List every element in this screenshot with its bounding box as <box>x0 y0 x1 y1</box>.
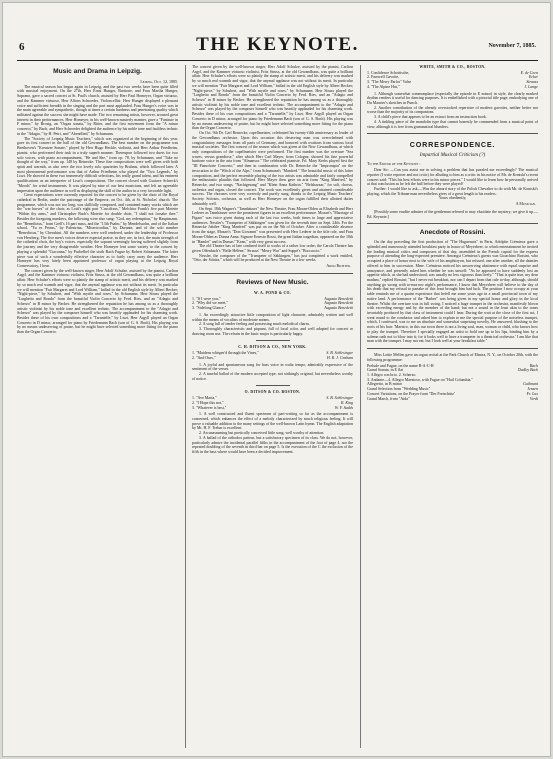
programme-entry <box>367 397 538 402</box>
article-dateline: Leipzig, Oct. 12, 1885. <box>140 79 178 84</box>
article-signature: Arno Richter. <box>326 263 351 269</box>
piece-list <box>192 297 353 311</box>
programme-title: Allegretto, in B minor <box>367 382 402 387</box>
programme-composer: Guilmant <box>523 382 538 387</box>
anecdote-paragraph: On the day preceding the first production of "The Huguenots" in Paris, Adolphe Crémieux gave a splendid and numerously attended breakfast party in honor of Meyerbeer, to which entertainment he invited the leading musical critics and composers of that day, assembled in the French capital for the express purpose of attending the long-expected premiere. Amongst Crémieux's guests was Gioachino Rossini, who occupied a place of honor next to the wife of his amphitryon, but refused, one after another, all the dainties offered to him in succession. Mme. Crémieux noticed his unswerving abstinence with equal surprise and annoyance, and presently asked him whether he was unwell: "As he appeared to have suddenly lost an appetite which, as she had understood, was usually no less vigorous than lively." "That is quite true, my dear madam," replied Rossini; "but I never eat breakfast, nor can I depart from that rule to-day, although, should anything go wrong with to-morrow night's performance, I know that Meyerbeer will believe to the day of his death that my refusal to partake of this feast brought him bad luck. The position I now occupy at your table reminds me of a quaint experience that befell me some years ago in a small provincial town of my native land. A performance of the "Barber" was being given in my special honor and glory in the local theatre. Whilst the overture was in full swing, I noticed a huge trumpet in the orchestra, manifestly blown with exceeding energy and by the member of the band; but not a sound in the least akin to the tones invariably produced by that class of instrument could I hear. During the wait at the close of the first act, I went round to the conductor and asked him to explain to me the special purpose of the noiseless trumpet, which, I confessed, was to me an absolute and somewhat surprising novelty. He answered, blushing to the roots of his hair: 'Maestro, in this our town there is not a living soul, man, woman or child, who knows how to play the trumpet. Therefore I specially engaged an artist to hold one up to his lips, binding him by a solemn oath not to blow into it; for it looks well to have a trumpeter in a theatrical orchestra.' I am like that man with the trumpet. I may not eat; but I look well at your breakfast table." <box>367 239 538 344</box>
reviews-heading: Reviews of New Music. <box>236 278 309 286</box>
piece-composer: Augusto Benedetti <box>324 296 353 301</box>
piece-title: 3. "Sidelong Glance," <box>192 306 227 311</box>
letter-paragraph: Dear Sir: —Can you assist me in solving a problem that has puzzled me exceedingly? The musical reporter (I write reporter and not critic) for alluding to him as a critic in his notice of Mr. de Kontski's recent concert said: "This his best efforts were in his minor pieces." I would like to learn how he personally arrived at that conclusion as he left the hall before they were played? <box>367 167 538 187</box>
piece-composer: Strauss <box>526 80 538 85</box>
article-paragraph: The musical season has begun again in Leipzig, and the past two weeks have been quite filled with musical enjoyment. On the 27th, Herr Ernst Hunger, Baritone, and Frau Martha Hunger, Soprano, gave a sacred concert at St. Paul's church, assisted by Herr Paul Homeyer, Organ virtuoso, and the Kammer virtuoso, Herr Alfons Schroeder, Violoncellist. Herr Hunger displayed a pleasant voice and sufficient breadth in the singing and the part most applauded. Frau Hunger's voice was in the main agreeable and sympathetic, though at times a certain hardness and penetrating quality which militated against the success she might have made. The two remaining artists, however, aroused great interest in their performances. Herr Homeyer, in his well-known masterly manner, gave a "Fantasie in F minor," by Brosig, an "Organ sonata," by Ritter, and the first movement from the "A minor concerto," by Bach, and Herr Schroeder delighted the audience by his noble tone and faultless technic in the "Adagio," by H. Petri, and "Abendlied," by Schumann. <box>17 83 178 136</box>
letter-salutation: To the Editor of the Keynote : <box>367 161 421 167</box>
article-paragraph: The "Society of Leipzig Music Teachers," which was organized at the beginning of this year, gave its first concert in the hall of the old Gewandhaus. The best number on the programme was Beethoven's "Kreutzer Sonate," played by Herr Hugo Heckle, violinist, and Herr Arthur Friedheim, pianist, who performed their task in a truly superb manner. Thereupon followed two duets for two solo voices, with piano accompaniment, "He and She," from op. 78, by Schumann, and "Take no thought of the way," from op. 148 by Reinecke. These fine compositions were well given with both spirit and warmth, as also were the two lovely solo quartettes by Brahms, which followed later. A most phenomenal performance was that of Arthur Friedheim who played the "Two Legends," by Liszt. He showed in these two immensely difficult selections, his really grand talent, and his eminent qualifications as an interpreter of Liszt's compositions. The concert closed with Gustave Schreck's "Moods" for wind instruments. It was played by nine of our best musicians, and left an agreeable impression upon the audience as well as displaying the skill of the author in a very favorable light. <box>17 135 178 193</box>
article-paragraph: Nessler, the composer of the "Trumpeter of Säkkingen," has just completed a work entitled, "Otto, der Schütz," which will be produced at the New Theatre in a few weeks. <box>192 252 353 263</box>
recital-programme <box>367 364 538 402</box>
anecdote-heading: Anecdote of Rossini. <box>419 229 486 237</box>
review-note: 3. A child's piece that appears to be an extract from an instruction book. <box>374 114 487 120</box>
piece-title: 3. "Whatever is best," <box>192 405 227 410</box>
section-rule <box>367 133 538 134</box>
letter-paragraph: Further: I would like to ask,—Was the absurd story of the Polish Chevalier to do with Mr. de Kontski's playing, which the Tribune man nevertheless gives of a great length to his readers. <box>367 185 538 196</box>
publisher-name: C. H. DITSON & CO., NEW YORK. <box>238 345 307 350</box>
piece-title: 2. "Why did we meet," <box>192 301 229 306</box>
piece-composer: H. R. J. Graham <box>326 355 353 360</box>
piece-composer: J. Lange <box>524 84 538 89</box>
piece-composer: R. King <box>340 400 353 405</box>
article-paragraph: The concert given by the well-known singer, Herr Adolf Schulze, assisted by the pianist, Carlton Argyl, and the Kammer virtuoso violinist, Fritz Struss, at the old Gewandhaus, was quite a brilliant affair. Herr Schulze's efforts were so plainly the stamp of artistic merit, and his delivery was marked by so much real warmth and vigor, that the anymal applause was not without its merit. In particular we will mention "Fair Margaret and Lord William," ballad in the old English style by Albert Becker; "Night-piece," by Schubert, and "With myrtle and roses," by Schumann. Herr Struss played the "Larghetto and Rondo" from the beautiful Violin Concerto by Ferd. Ries, and an "Adagio and Scherzo" in B minor by Becker. He strengthened the reputation he has among us as a thoroughly artistic violinist by his noble tone and excellent technic. The accompaniment to the "Adagio and Scherzo" was played by the composer himself who was heartily applauded for his charming work. Besides these of his own compositions and a "Tarantelle," by Liszt, Herr Argyll played an Organ Concerto in D minor, arranged for piano by Friedemann Bach (son of G. S. Bach). His playing was by no means undeserving of praise, but he might have selected something more fitting for the piano than the Organ Concerto. <box>17 267 178 335</box>
programme-title: Grand March, from "Aida" <box>367 396 410 401</box>
programme-composer: Bach <box>529 363 538 368</box>
review-note: 2. Another contribution of the already overstocked repertoire of modern gavottes, neither better nor worse than the majority of its companions. <box>367 104 538 115</box>
piece-title: 1. Confidence Schottische, <box>367 70 410 75</box>
correspondence-heading: CORRESPONDENCE. <box>409 140 496 150</box>
letter-signoff: Yours obediently, <box>438 195 467 201</box>
letter-signature: A Musician. <box>515 201 536 207</box>
column-divider <box>360 65 361 748</box>
piece-composer: Augusto Benedetti <box>324 306 353 311</box>
page-number: 6 <box>19 41 25 53</box>
article-paragraph-continued: The concert given by the well-known singer, Herr Adolf Schulze, assisted by the pianist, Carlton Argyl, and the Kammer virtuoso violinist, Fritz Struss, at the old Gewandhaus, was quite a brilliant affair. Herr Schulze's efforts were so plainly the stamp of artistic merit, and his delivery was marked by so much real warmth and vigor, that the anymal applause was not without its merit. In particular we will mention "Fair Margaret and Lord William," ballad in the old English style by Albert Becker; "Night-piece," by Schubert, and "With myrtle and roses," by Schumann. Herr Struss played the "Larghetto and Rondo" from the beautiful Violin Concerto by Ferd. Ries, and an "Adagio and Scherzo" in B minor by Becker. He strengthened the reputation he has among us as a thoroughly artistic violinist by his noble tone and excellent technic. The accompaniment to the "Adagio and Scherzo" was played by the composer himself who was heartily applauded for his charming work. Besides these of his own compositions and a "Tarantelle," by Liszt, Herr Argyll played an Organ Concerto in D minor, arranged for piano by Friedemann Bach (son of G. S. Bach). His playing was by no means undeserving of praise, but he might have selected something more fitting for the piano than the Organ Concerto. <box>192 65 353 131</box>
piece-title: 1. "Maidens whisper'd through the Vines," <box>192 351 259 356</box>
issue-date: November 7, 1885. <box>488 43 536 49</box>
piece-entry <box>192 356 353 361</box>
piece-composer: W. F. Sudds <box>334 405 353 410</box>
review-note: 3. Thoroughly characteristic and piquant, full of local color, and well adapted for concert or drawing room use. The refrain in the basic major is particularly happy. <box>192 325 353 336</box>
header-rule <box>17 60 538 61</box>
programme-title: Grand Sonata, in E flat <box>367 368 404 373</box>
piece-title: 4. "The Alpine Hut," <box>367 84 400 89</box>
section-rule <box>367 223 538 224</box>
programme-title: 3. Andante—4. Allegro Maestoso, with Fugue on "Hail Columbia." <box>367 377 474 382</box>
programme-composer: Dudley Buck <box>517 368 538 373</box>
divider <box>256 340 290 341</box>
piece-entry <box>192 306 353 311</box>
article-paragraph: On Sept. 18th Wagner's "Tannhäuser" the New Theatre, Frau Moran-Olden as Elisabeth and Herr Lederer as Tannhäuser were the prominent figures in an excellent performance. Mozart's "Marriage of Figaro" was twice given during each of the last two weeks, both times to large and appreciative audiences. Nessler's "Trompeter of Säkkingen" was given for the seventh time on Sept. 24th. For the Reinecke Jubilee "King Manfred" was put on on the 9th of October. After a considerable absence from the stage, Mozart's "Don Giovanni" was presented with Herr Lederer in the title role, and Frau Moran-Olden as Donna Anna. Signore Ernesto Rossi, the great Italian tragedian, appeared on the 10th in "Hamlet" and in Dumas' "Kean," with very great success. <box>192 205 353 244</box>
piece-entry <box>192 406 353 411</box>
piece-composer: Ecker <box>528 75 538 80</box>
newspaper-page <box>2 2 551 757</box>
column-right <box>367 65 538 750</box>
correspondence-subheading: Impartial Musical Criticism (?) <box>419 152 486 159</box>
column-middle <box>192 65 353 750</box>
review-note: 2. A tuneful ballad of the modern accepted type, not strikingly original, but nevertheless worthy of notice. <box>192 370 353 381</box>
page-header <box>17 33 538 59</box>
review-note: 1. A well constructed and fluent specimen of part-writing so far as the accompaniment is concerned, which enhances the effect of a melody characterized by much religious feeling. It will prove a valuable addition to the many settings of the well-known Latin hymn. The English adaptation by Mr. H. F. Trebar is excellent. <box>192 411 353 431</box>
piece-title: 2. Farewell Gavotte, <box>367 75 400 80</box>
piece-title: 1. "If I were you," <box>192 296 221 301</box>
programme-title: 1. Allegro con brio. 2. Scherzo. <box>367 372 417 377</box>
piece-title: 2. "And Ours," <box>192 355 216 360</box>
section-rule <box>367 348 538 349</box>
piece-list <box>367 71 538 90</box>
publisher-name: WHITE, SMITH & CO., BOSTON. <box>419 65 486 69</box>
review-note: 2. An unassuming but poetically conceived little song, well worthy of attention. <box>199 430 325 436</box>
review-note: 1. A joyful and spontaneous song for bass voice in waltz tempo, admirably expressive of the sentiment of the verses. <box>192 361 353 372</box>
piece-title: 3. "The Merry Parlor" Valse <box>367 80 412 85</box>
programme-title: Prelude and Fugue, on the name B-A-C-H <box>367 363 434 368</box>
review-group <box>192 345 353 381</box>
programme-composer: Fr. Lux <box>526 391 538 396</box>
review-group <box>192 291 353 336</box>
review-note: 3. A ballad of the orthodox pattern, but a satisfactory specimen of its class. We do not, however, particularly admire the incidental parallel fifths in the accompaniment of the foot of page 4, nor the repeated doubling of the seventh in third bar on page 5. Is the execution of the C the exclusion of the fifth in the bass where would have been a decided improvement. <box>192 434 353 455</box>
review-note: 2. A song full of tender feeling and possessing much melodical charm. <box>199 321 310 327</box>
piece-composer: S. B. Schlesinger <box>326 351 353 356</box>
music-drama-heading: Music and Drama in Leipzig. <box>53 68 142 75</box>
piece-title: 1. "Ave Maria," <box>192 396 217 401</box>
editor-note: [Possibly some erudite admirer of the gentleman referred to may elucidate the mystery; we give it up.—Ed. Keynote.] <box>367 208 538 219</box>
section-rule <box>192 273 353 274</box>
piece-composer: S. B. Schlesinger <box>326 396 353 401</box>
piece-entry <box>367 85 538 90</box>
review-group <box>367 65 538 129</box>
publisher-name: W. A. POND & CO. <box>253 290 292 295</box>
programme-title: Grand Selection from "Wedding Music" <box>367 387 431 392</box>
review-group <box>192 390 353 454</box>
programme-composer: Verdi <box>529 396 538 401</box>
article-paragraph: The old Theatre has of late confined itself to works of a rather low order; the Carola Theatre has given Offenbach's "Belle Hélène," Strauss' "Merry War" and Suppé's "Boccaccio." <box>192 243 353 254</box>
recital-paragraph: Miss Lottie Mellen gave an organ recital at the Park Church of Elmira, N. Y., on October 20th, with the following programme: <box>367 352 538 362</box>
piece-composer: Augusto Benedetti <box>324 301 353 306</box>
piece-list <box>192 351 353 360</box>
publisher-name: O. DITSON & CO. BOSTON. <box>244 390 301 395</box>
column-divider <box>185 65 186 748</box>
masthead-title: THE KEYNOTE. <box>196 34 359 55</box>
piece-composer: E. de Coen <box>520 70 538 75</box>
article-paragraph: On Oct. 9th Dr. Carl Reinecke, capellmeister, celebrated his twenty-fifth anniversary as leader of the Gewandhaus orchestra. Upon this occasion this deserving man was overwhelmed with congratulatory messages from all parts of Germany, and honored with ovations from various local musical societies. The first concert of the season which was given at the New Gewandhaus, at which only compositions of the capellmeister were performed. The first number was the overture "Sea waves, versus grandiose," after which Herr Carl Mayer, from Cologne, showed his fine powerful baritone voice in the aria from "Almansor." The celebrated pianiste, Frl. Mary Krebs played first the "III Pianoforte Concerto," and then in combination with Dr. Reinecke the "Impromptu" on the invocation to the "Witch of the Alps," from Schumann's "Manfred." The beautiful music of this latter composition, and the perfect ensemble playing of the two artists was admirable and fairly compelled the enthusiastic plaudits that followed. Herr Mayer then gave an aria from "King Manfred," by Reinecke, and two songs, "Nachtgesang" and "Klein Anna Kathrin." "Belshazzar," for soli, chorus, orchestra and organ, closed the concert. The work was excellently given and attained considerable success. The choruses were very correctly and purely sung, thanks to the Leipzig Music Teachers' Society. Soloists, orchestra, as well as Herr Homeyer on the organ fulfilled their allotted duties admirably well. <box>192 130 353 206</box>
programme-composer: Jensen <box>527 387 538 392</box>
divider <box>256 385 290 386</box>
programme-title: Concert Variations, on the Prayer from "Der Freischütz" <box>367 391 456 396</box>
review-note: 1. Although somewhat commonplace (especially the episode in E minor) in style, the clearly marked rhythm renders it useful for dancing purposes. It is embellished with a pictorial title page, embodying one of Du Maurier's sketches in Punch. <box>367 90 538 106</box>
review-note: 1. An exceedingly attractive little composition of light character, admirably written and well within the means of vocalists of moderate means. <box>192 311 353 322</box>
review-note: 4. A tinkling piece of the mandolin type that cannot honestly be commended from a musical point of view, although it is free from grammatical blunders. <box>367 118 538 129</box>
piece-title: 2. "I Hope this not," <box>192 400 224 405</box>
piece-list <box>192 396 353 410</box>
column-left <box>17 65 178 750</box>
article-paragraph: Great expectations were currently reported for the concert to be given by the choir of the Royal cathedral in Berlin, under the patronage of the Emperor, on Oct. 4th, at St. Nicholas' church. The programme, which was not too long, was skillfully composed, and contained many works which are the "war horses" of the choir, as Lotti's eight part "Crucifixus," Melchior Frank's five part Motette "Within thy arms," and Christopher Bach's Motette for double choir, "I shall not forsake thee." Besides the foregoing numbers, the following were also sung: "God, my redemption," by Hauptmann, the "Benedictus," from Grell's 16 part mass, and the "13th Psalm," by Mendelssohn, and of the Italian school, "Tu es Petrus," by Palestrina, "Misericordias," by Durante, and of the solo number "Benedictus," by Cherubini. All the numbers were well rendered, under the leadership of Professor von Herzberg. The five men's voices deserve especial praise, as they are, in fact, the main strength of the cathedral choir, the boy's voices, especially the soprani seemingly having suffered slightly from the journey and the very disagreeable weather. Herr Homeyer lent some variety to the concert by playing a splendid "Ciaconna," by Pachelbel the sixth Bach Fugue by Robert Schumann. The latter piece was of such a wonderfully effective character as to fairly carry away the audience. Herr Homeyer has very lately been appointed professor of organ playing at the Leipzig Royal Conservatory, I hear. <box>17 192 178 269</box>
